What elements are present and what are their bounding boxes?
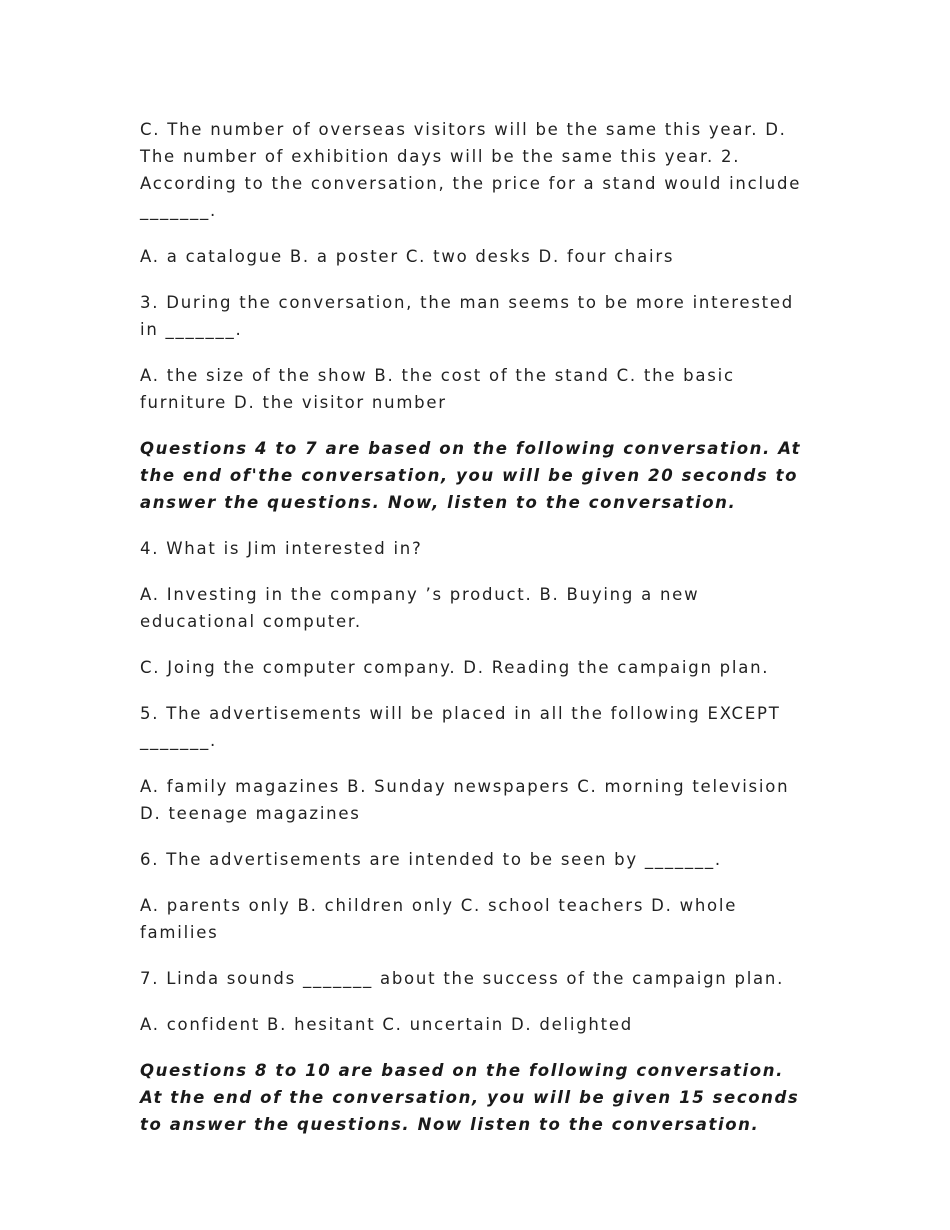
question-2-options: A. a catalogue B. a poster C. two desks D. four chairs [140, 247, 675, 266]
question-7: 7. Linda sounds _______ about the success of the campaign plan. [140, 969, 785, 988]
question-4-options-cd: C. Joing the computer company. D. Reading the campaign plan. [140, 658, 770, 677]
section-heading-questions-8-10: Questions 8 to 10 are based on the following conversation. At the end of the conversation, you will be given 15 seconds to answer the questions. Now listen to the conversation. [140, 1061, 807, 1134]
question-4-options-ab: A. Investing in the company ’s product. B. Buying a new educational computer. [140, 585, 707, 631]
question-2-continuation: C. The number of overseas visitors will be the same this year. D. The number of exhibition days will be the same this year. 2. According to the conversation, the price for a stand would include _______. [140, 120, 809, 220]
question-6: 6. The advertisements are intended to be seen by _______. [140, 850, 722, 869]
question-3-options: A. the size of the show B. the cost of the stand C. the basic furniture D. the visitor number [140, 366, 742, 412]
question-4: 4. What is Jim interested in? [140, 539, 423, 558]
question-7-options: A. confident B. hesitant C. uncertain D. delighted [140, 1015, 633, 1034]
question-3: 3. During the conversation, the man seems to be more interested in _______. [140, 293, 802, 339]
section-heading-questions-4-7: Questions 4 to 7 are based on the following conversation. At the end of'the conversation, you will be given 20 seconds to answer the questions. Now, listen to the conversation. [140, 439, 809, 512]
question-5: 5. The advertisements will be placed in all the following EXCEPT _______. [140, 704, 788, 750]
question-6-options: A. parents only B. children only C. school teachers D. whole families [140, 896, 745, 942]
question-5-options: A. family magazines B. Sunday newspapers C. morning television D. teenage magazines [140, 777, 797, 823]
document-page [140, 116, 812, 1157]
